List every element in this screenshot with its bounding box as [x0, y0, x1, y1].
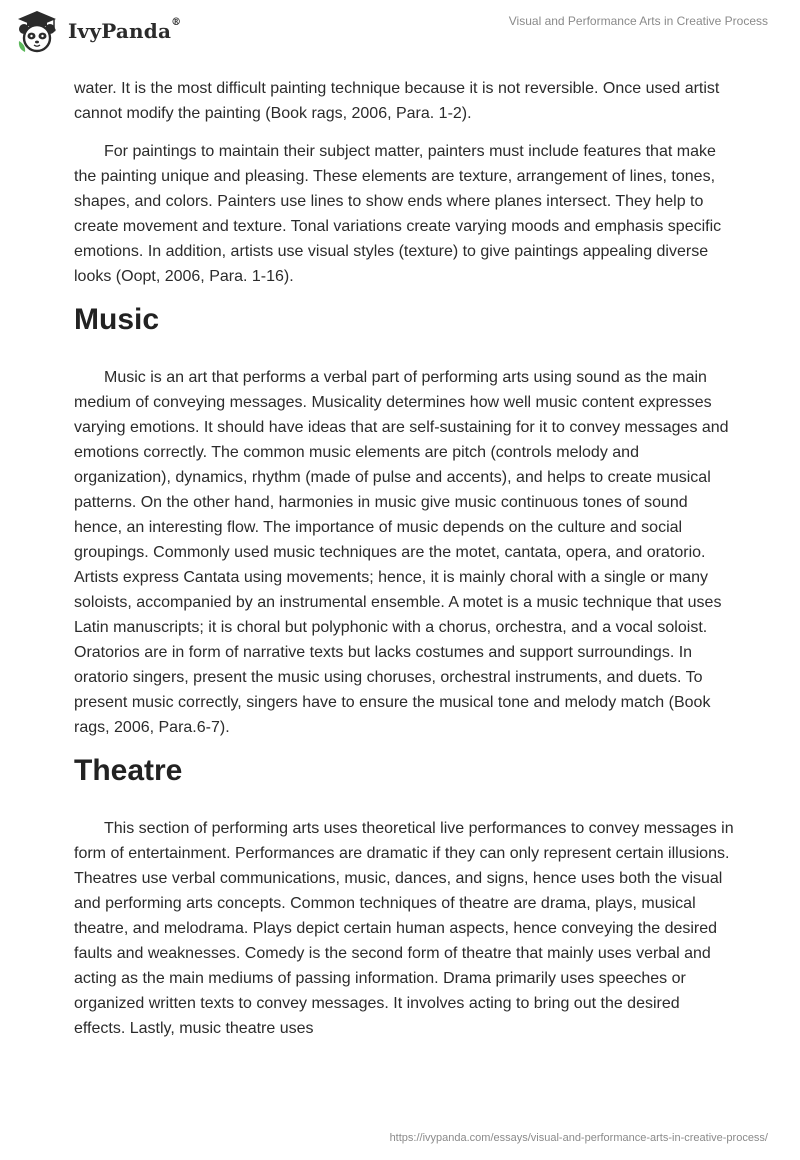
essay-body	[74, 76, 734, 1054]
document-title: Visual and Performance Arts in Creative Process	[508, 14, 768, 28]
source-url[interactable]: https://ivypanda.com/essays/visual-and-performance-arts-in-creative-process/	[389, 1132, 768, 1144]
panda-graduate-icon	[14, 8, 60, 54]
paragraph-theatre: This section of performing arts uses theoretical live performances to convey messages in form of entertainment. Performances are dramatic if they can only represent certain illusions. Theatres use verbal communications, music, dances, and signs, hence uses both the visual and performing arts concepts. Common techniques of theatre are drama, plays, musical theatre, and melodrama. Plays depict certain human aspects, hence conveying the desired faults and weaknesses. Comedy is the second form of theatre that mainly uses verbal and acting as the main mediums of passing information. Drama primarily uses speeches or organized written texts to convey messages. It involves acting to bring out the desired effects. Lastly, music theatre uses	[74, 820, 734, 1037]
section-heading-theatre: Theatre	[74, 754, 183, 787]
paragraph-music: Music is an art that performs a verbal part of performing arts using sound as the main medium of conveying messages. Musicality determines how well music content expresses varying emotions. It should have ideas that are self-sustaining for it to convey messages and emotions correctly. The common music elements are pitch (controls melody and organization), dynamics, rhythm (made of pulse and accents), and helps to create musical patterns. On the other hand, harmonies in music give music continuous tones of sound hence, an interesting flow. The importance of music depends on the culture and social groupings. Commonly used music techniques are the motet, cantata, opera, and oratorio. Artists express Cantata using movements; hence, it is mainly choral with a single or many soloists, accompanied by an instrumental ensemble. A motet is a music technique that uses Latin manuscripts; it is choral but polyphonic with a chorus, orchestra, and a vocal soloist. Oratorios are in form of narrative texts but lacks costumes and support surroundings. In oratorio singers, present the music using choruses, orchestral instruments, and duets. To present music correctly, singers have to ensure the musical tone and melody match (Book rags, 2006, Para.6-7).	[74, 369, 729, 736]
page-header	[0, 0, 800, 70]
ivypanda-logo[interactable]	[14, 8, 181, 54]
section-heading-music: Music	[74, 303, 160, 336]
registered-mark: ®	[171, 17, 182, 28]
paragraph-painting-elements: For paintings to maintain their subject matter, painters must include features that make the painting unique and pleasing. These elements are texture, arrangement of lines, tones, shapes, and colors. Painters use lines to show ends where planes intersect. They help to create movement and texture. Tonal variations create varying moods and emphasis specific emotions. In addition, artists use visual styles (texture) to give paintings appealing diverse looks (Oopt, 2006, Para. 1-16).	[74, 143, 722, 285]
brand-text: IvyPanda	[68, 19, 172, 43]
paragraph-continued: water. It is the most difficult painting technique because it is not reversible. Once used artist cannot modify the painting (Book rags, 2006, Para. 1-2).	[74, 80, 720, 122]
brand-name	[68, 19, 181, 43]
